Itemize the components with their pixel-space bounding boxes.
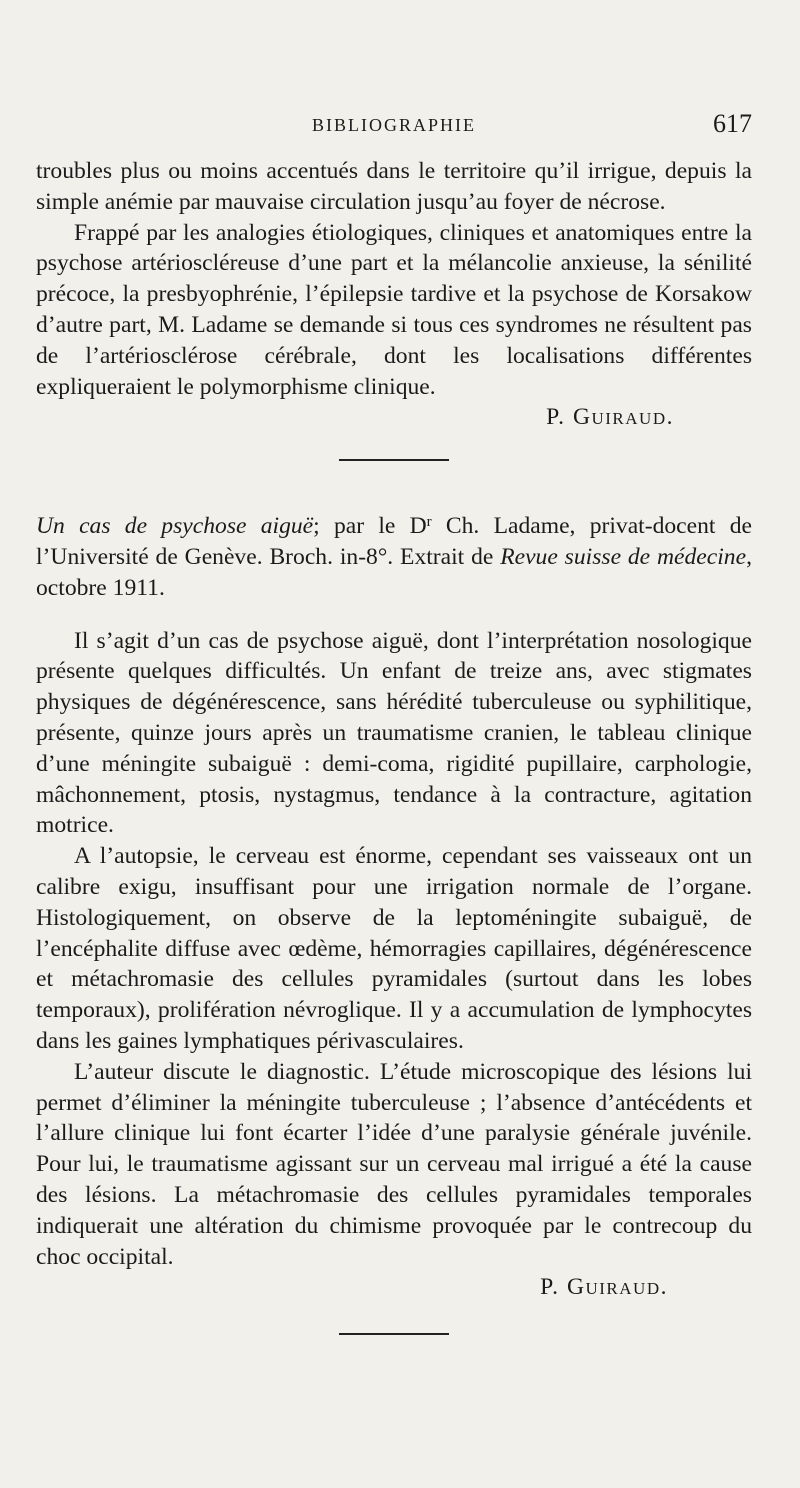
- signature: P. Guiraud.: [540, 1274, 668, 1301]
- running-title: BIBLIOGRAPHIE: [312, 115, 476, 135]
- review-title: Un cas de psychose aiguë: [36, 513, 314, 540]
- page-number: 617: [713, 109, 752, 138]
- citation-sup: r: [426, 514, 432, 531]
- journal-title: Revue suisse de médecine: [500, 543, 747, 570]
- running-header: [40, 109, 752, 145]
- paragraph: A l’autopsie, le cerveau est énorme, cependant ses vaisseaux ont un calibre exigu, insuffisant pour une irrigation normale de l’organe. Histologiquement, on observe de la leptoméningite subaiguë, de l’encéphalite diffuse avec œdème, hémorragies capillaires, dégénérescence et métachromasie des cellules pyramidales (surtout dans les lobes temporaux), prolifération névroglique. Il y a accumulation de lymphocytes dans les gaines lymphatiques périvasculaires.: [36, 843, 752, 1054]
- paragraph: Il s’agit d’un cas de psychose aiguë, dont l’interprétation nosologique présente quelques difficultés. Un enfant de treize ans, avec stigmates physiques de dégénérescence, sans hérédité tuberculeuse ou syphilitique, présente, quinze jours après un traumatisme cranien, le tableau clinique d’une méningite subaiguë : demi-coma, rigidité pupillaire, carphologie, mâchonnement, ptosis, nystagmus, tendance à la contracture, agitation motrice.: [36, 627, 752, 839]
- paragraph: Frappé par les analogies étiologiques, cliniques et anatomiques entre la psychose artérioscléreuse d’une part et la mélancolie anxieuse, la sénilité précoce, la presbyophrénie, l’épilepsie tardive et la psychose de Korsakow d’autre part, M. Ladame se demande si tous ces syndromes ne résultent pas de l’artériosclérose cérébrale, dont les localisations différentes expliqueraient le polymorphisme clinique.: [36, 219, 752, 400]
- section-divider: [339, 459, 449, 461]
- review-citation: [36, 511, 752, 603]
- citation-author: Ch. Ladame, privat-docent de l’Université de Genève. Broch. in-8°. Extrait de: [36, 513, 752, 570]
- section-divider: [339, 1333, 449, 1335]
- signature: P. Guiraud.: [546, 404, 674, 431]
- text-body: [36, 156, 752, 1335]
- citation-date: , octobre 1911.: [36, 543, 752, 601]
- citation-by: ; par le D: [313, 513, 427, 540]
- paragraph: troubles plus ou moins accentués dans le territoire qu’il irrigue, depuis la simple anémie par mauvaise circulation jusqu’au foyer de nécrose.: [36, 158, 752, 215]
- paragraph: L’auteur discute le diagnostic. L’étude microscopique des lésions lui permet d’éliminer la méningite tuberculeuse ; l’absence d’antécédents et l’allure clinique lui font écarter l’idée d’une paralysie générale juvénile. Pour lui, le traumatisme agissant sur un cerveau mal irrigué a été la cause des lésions. La métachromasie des cellules pyramidales temporales indiquerait une altération du chimisme provoquée par le contrecoup du choc occipital.: [36, 1058, 752, 1270]
